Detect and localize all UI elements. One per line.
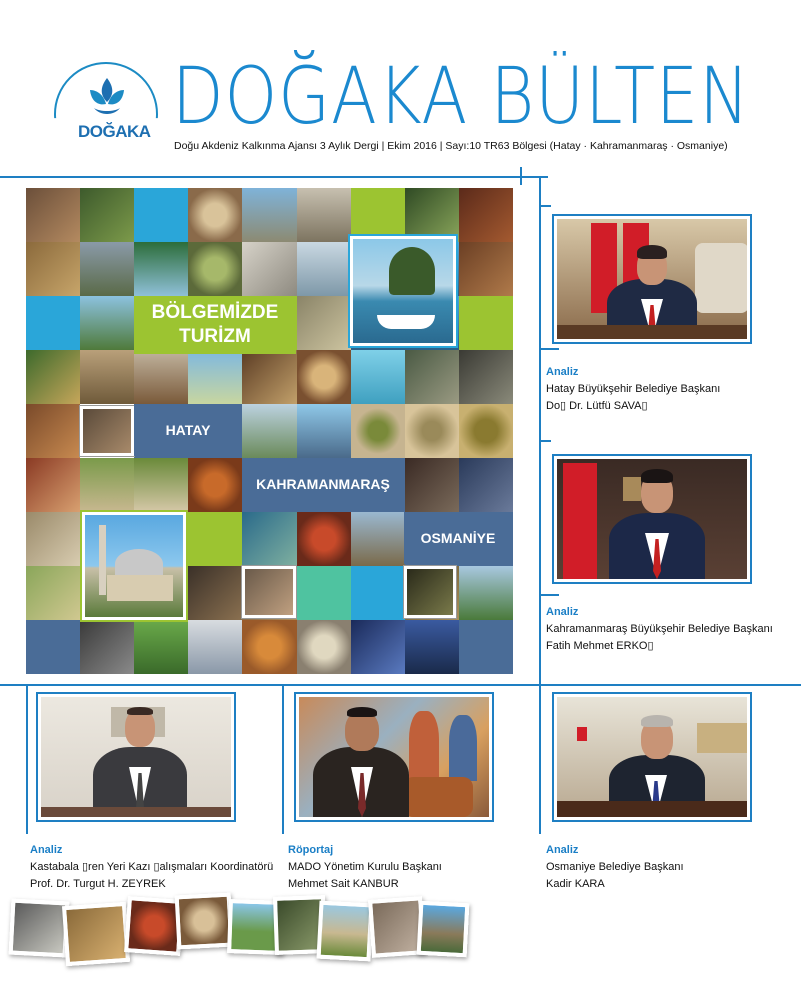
caption-kind: Analiz bbox=[546, 844, 579, 856]
caption-kind: Analiz bbox=[546, 366, 579, 378]
photo-tile bbox=[134, 242, 188, 296]
photo-tile bbox=[297, 404, 351, 458]
photo-tile bbox=[134, 188, 188, 242]
photo-tile bbox=[134, 350, 188, 404]
boat-shape bbox=[377, 315, 435, 329]
office-chair bbox=[695, 243, 749, 313]
caption-hatay bbox=[546, 364, 720, 415]
tick-3 bbox=[539, 348, 559, 350]
logo-wordmark: DOĞAKA bbox=[78, 122, 151, 141]
photo-tile bbox=[297, 242, 351, 296]
caption-line2: Kadir KARA bbox=[546, 878, 605, 890]
photo-tile bbox=[80, 242, 134, 296]
caption-kahramanmaras bbox=[546, 604, 773, 655]
person-head bbox=[345, 711, 379, 751]
photo-tile bbox=[351, 404, 405, 458]
desk bbox=[557, 325, 750, 339]
bottom-rule bbox=[0, 684, 801, 686]
photo-tile bbox=[242, 350, 296, 404]
photo-tile bbox=[459, 296, 513, 350]
caption-kastabala bbox=[30, 842, 273, 893]
photo-tile bbox=[80, 350, 134, 404]
photo-tile bbox=[188, 512, 242, 566]
photo-tile bbox=[351, 512, 405, 566]
photo-tile bbox=[459, 350, 513, 404]
polaroid-stone-house bbox=[317, 901, 374, 962]
dogaka-logo bbox=[46, 58, 166, 158]
polaroid-mosaic-bird bbox=[62, 902, 130, 966]
shelf bbox=[697, 723, 750, 753]
photo-tile bbox=[188, 350, 242, 404]
desk bbox=[557, 801, 750, 817]
caption-kind: Analiz bbox=[30, 844, 63, 856]
photo-tile bbox=[26, 512, 80, 566]
divider-2 bbox=[282, 684, 284, 834]
photo-tile bbox=[351, 566, 405, 620]
photo-tile bbox=[297, 350, 351, 404]
bazaar-photo bbox=[242, 566, 296, 618]
photo-tile bbox=[351, 350, 405, 404]
photo-tile bbox=[405, 404, 459, 458]
photo-tile bbox=[297, 512, 351, 566]
divider-3 bbox=[539, 684, 541, 834]
flag bbox=[563, 463, 597, 579]
mural-figure bbox=[409, 711, 439, 781]
photo-tile bbox=[26, 242, 80, 296]
tick-1 bbox=[539, 205, 551, 207]
photo-tile bbox=[459, 620, 513, 674]
photo-tile bbox=[242, 620, 296, 674]
photo-tile bbox=[459, 566, 513, 620]
photo-tile bbox=[297, 188, 351, 242]
portrait-osmaniye-mayor bbox=[554, 694, 750, 820]
portrait-mado-chairman bbox=[296, 694, 492, 820]
photo-tile bbox=[134, 458, 188, 512]
photo-tile bbox=[242, 404, 296, 458]
photo-tile bbox=[242, 242, 296, 296]
tick-4 bbox=[539, 594, 559, 596]
caption-line1: Osmaniye Belediye Başkanı bbox=[546, 861, 684, 873]
issue-info: Doğu Akdeniz Kalkınma Ajansı 3 Aylık Dergi | Ekim 2016 | Sayı:10 TR63 Bölgesi (Hatay · Kahramanmaraş · Osmaniye) bbox=[174, 140, 728, 152]
polaroid-mosaic-face bbox=[175, 893, 234, 950]
photo-tile bbox=[26, 296, 80, 350]
tourism-headline bbox=[134, 296, 296, 354]
mosque-feature-photo bbox=[82, 512, 186, 620]
polaroid-castle bbox=[417, 901, 470, 958]
logo-flower-icon bbox=[86, 76, 128, 120]
caption-kind: Röportaj bbox=[288, 844, 334, 856]
photo-tile bbox=[26, 188, 80, 242]
photo-tile bbox=[297, 566, 351, 620]
photo-tile bbox=[26, 458, 80, 512]
caption-kind: Analiz bbox=[546, 606, 579, 618]
island-shape bbox=[389, 247, 435, 295]
city-label-kahramanmaras: KAHRAMANMARAŞ bbox=[242, 458, 404, 510]
caption-line1: Kahramanmaraş Büyükşehir Belediye Başkanı bbox=[546, 623, 773, 635]
header-rule-tick bbox=[520, 167, 522, 185]
mural-figure bbox=[449, 715, 477, 781]
portrait-kahramanmaras-mayor bbox=[554, 456, 750, 582]
photo-tile bbox=[242, 188, 296, 242]
caption-line1: Kastabala ▯ren Yeri Kazı ▯alışmaları Koordinatörü bbox=[30, 861, 274, 873]
portrait-frame bbox=[623, 477, 641, 501]
caption-line1: Hatay Büyükşehir Belediye Başkanı bbox=[546, 383, 721, 395]
statue-photo bbox=[404, 566, 456, 618]
photo-tile bbox=[80, 620, 134, 674]
boat-feature-photo bbox=[350, 236, 456, 346]
photo-tile bbox=[26, 404, 80, 458]
caption-line2: Prof. Dr. Turgut H. ZEYREK bbox=[30, 878, 166, 890]
right-column-rule bbox=[539, 176, 541, 686]
copper-pot-photo bbox=[80, 406, 134, 456]
photo-tile bbox=[188, 242, 242, 296]
photo-tile bbox=[459, 458, 513, 512]
minaret-shape bbox=[99, 525, 106, 595]
mosque-body-shape bbox=[107, 575, 173, 601]
tick-2 bbox=[539, 440, 551, 442]
photo-tile bbox=[188, 188, 242, 242]
person-hair bbox=[127, 707, 153, 715]
photo-tile bbox=[188, 566, 242, 620]
photo-tile bbox=[405, 620, 459, 674]
divider-1 bbox=[26, 684, 28, 834]
photo-tile bbox=[297, 620, 351, 674]
masthead-title: DOĞAKA BÜLTEN bbox=[172, 52, 751, 142]
city-label-osmaniye: OSMANİYE bbox=[404, 512, 512, 564]
photo-tile bbox=[459, 188, 513, 242]
photo-tile bbox=[242, 512, 296, 566]
portrait-hatay-mayor bbox=[554, 216, 750, 342]
desk bbox=[41, 807, 234, 817]
photo-tile bbox=[297, 296, 351, 350]
polaroid-fossil bbox=[9, 899, 70, 958]
photo-tile bbox=[459, 242, 513, 296]
city-label-hatay: HATAY bbox=[134, 404, 242, 456]
photo-tile bbox=[80, 188, 134, 242]
photo-tile bbox=[351, 188, 405, 242]
person-hair bbox=[347, 707, 377, 717]
photo-tile bbox=[26, 350, 80, 404]
photo-tile bbox=[405, 188, 459, 242]
photo-tile bbox=[405, 350, 459, 404]
caption-line2: Do▯ Dr. Lütfü SAVA▯ bbox=[546, 400, 648, 412]
photo-tile bbox=[351, 620, 405, 674]
mural-barrel bbox=[403, 777, 473, 817]
photo-tile bbox=[405, 458, 459, 512]
photo-tile bbox=[459, 404, 513, 458]
flag-small bbox=[577, 727, 587, 741]
person-hair bbox=[637, 245, 667, 259]
caption-line2: Mehmet Sait KANBUR bbox=[288, 878, 399, 890]
portrait-kastabala-coordinator bbox=[38, 694, 234, 820]
person-hair bbox=[641, 469, 673, 483]
person-hair bbox=[641, 715, 673, 727]
caption-line1: MADO Yönetim Kurulu Başkanı bbox=[288, 861, 442, 873]
headline-line1: BÖLGEMİZDE bbox=[151, 302, 279, 323]
header-rule bbox=[0, 176, 548, 178]
photo-tile bbox=[26, 566, 80, 620]
headline-line2: TURİZM bbox=[179, 326, 251, 347]
photo-tile bbox=[80, 458, 134, 512]
caption-osmaniye bbox=[546, 842, 684, 893]
photo-tile bbox=[188, 620, 242, 674]
photo-tile bbox=[134, 620, 188, 674]
caption-line2: Fatih Mehmet ERKO▯ bbox=[546, 640, 654, 652]
photo-tile bbox=[26, 620, 80, 674]
photo-tile bbox=[188, 458, 242, 512]
photo-tile bbox=[80, 296, 134, 350]
caption-mado bbox=[288, 842, 442, 893]
